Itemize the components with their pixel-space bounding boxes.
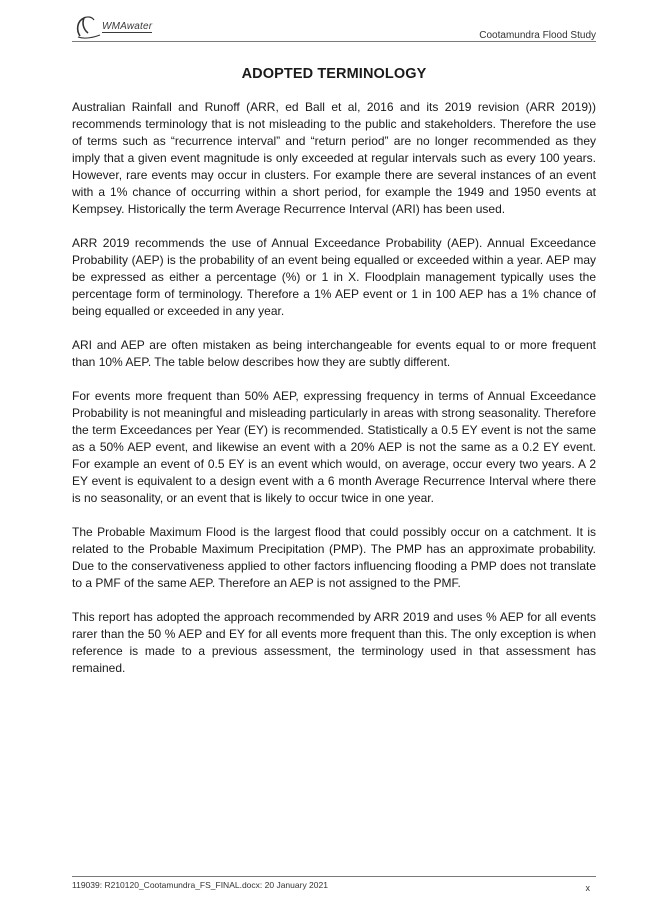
header-divider — [72, 41, 596, 42]
page-number: x — [585, 883, 590, 893]
page-header — [72, 12, 596, 42]
company-logo — [72, 12, 152, 40]
paragraph-exceedances-per-year: For events more frequent than 50% AEP, expressing frequency in terms of Annual Exceedance Probability is not meaningful and misleading particularly in areas with strong seasonality. Therefore the term Exceedances per Year (EY) is recommended. Statistically a 0.5 EY event is not the same as a 50% AEP event, and likewise an event with a 20% AEP is not the same as a 0.2 EY event. For example an event of 0.5 EY is an event which would, on average, occur every two years. A 2 EY event is equivalent to a design event with a 6 month Average Recurrence Interval where there is no seasonality, or an event that is likely to occur twice in one year. — [72, 389, 596, 505]
document-body — [72, 99, 596, 694]
section-heading: ADOPTED TERMINOLOGY — [241, 66, 427, 82]
paragraph-aep-definition: ARR 2019 recommends the use of Annual Exceedance Probability (AEP). Annual Exceedance Probability (AEP) is the probability of an event being equalled or exceeded within a year. AEP may be expressed as either a percentage (%) or 1 in X. Floodplain management typically uses the percentage form of terminology. Therefore a 1% AEP event or 1 in 100 AEP has a 1% chance of being equalled or exceeded in any year. — [72, 236, 596, 318]
logo-text: WMAwater — [102, 21, 153, 32]
paragraph-ari-aep-comparison: ARI and AEP are often mistaken as being interchangeable for events equal to or more frequent than 10% AEP. The table below describes how they are subtly different. — [72, 338, 596, 369]
wave-swirl-logo-icon — [74, 14, 104, 40]
footer-divider — [72, 876, 596, 877]
paragraph-pmf: The Probable Maximum Flood is the largest flood that could possibly occur on a catchment. It is related to the Probable Maximum Precipitation (PMP). The PMP has an approximate probability. Due to the conservativeness applied to other factors influencing flooding a PMP does not translate to a PMF of the same AEP. Therefore an AEP is not assigned to the PMF. — [72, 525, 596, 590]
footer-reference: 119039: R210120_Cootamundra_FS_FINAL.docx: 20 January 2021 — [72, 880, 328, 890]
paragraph-adopted-approach: This report has adopted the approach recommended by ARR 2019 and uses % AEP for all events rarer than the 50 % AEP and EY for all events more frequent than this. The only exception is when reference is made to a previous assessment, the terminology used in that assessment has remained. — [72, 610, 596, 675]
paragraph-arr-terminology: Australian Rainfall and Runoff (ARR, ed Ball et al, 2016 and its 2019 revision (ARR 2019)) recommends terminology that is not misleading to the public and stakeholders. Therefore the use of terms such as “recurrence interval” and “return period” are no longer recommended as they imply that a given event magnitude is only exceeded at regular intervals such as every 100 years. However, rare events may occur in clusters. For example there are several instances of an event with a 1% chance of occurring within a short period, for example the 1949 and 1950 events at Kempsey. Historically the term Average Recurrence Interval (ARI) has been used. — [72, 100, 596, 216]
document-title: Cootamundra Flood Study — [479, 30, 596, 41]
